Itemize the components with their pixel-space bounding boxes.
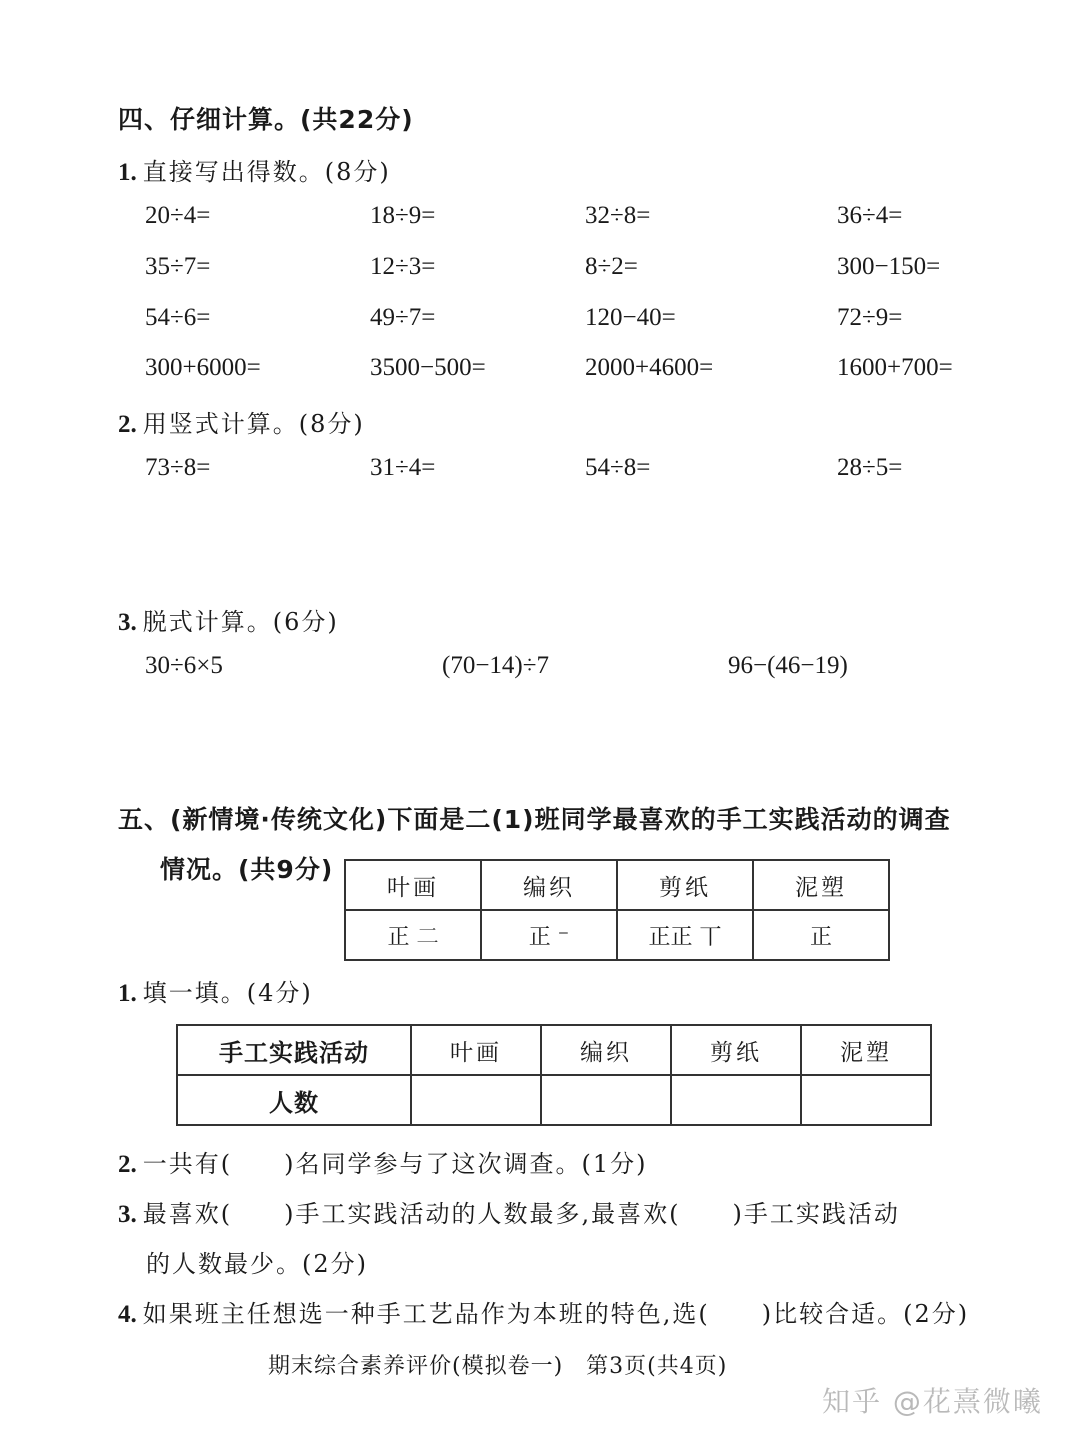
question-5-2 — [118, 1144, 647, 1179]
calc-item: 12÷3= — [370, 253, 436, 280]
question-4-1 — [118, 152, 391, 187]
calc-item: 300−150= — [837, 253, 941, 280]
question-text: 用竖式计算。(8分) — [142, 410, 365, 438]
calc-item: 54÷6= — [145, 304, 211, 331]
question-text: 如果班主任想选一种手工艺品作为本班的特色,选( )比较合适。(2分) — [142, 1300, 970, 1328]
calc-item: 20÷4= — [145, 202, 211, 229]
calc-item: 120−40= — [585, 304, 676, 331]
stepwise-calc-item: 30÷6×5 — [145, 652, 223, 679]
survey-header: 剪纸 — [617, 860, 753, 910]
question-text: 填一填。(4分) — [142, 979, 313, 1007]
answer-cell[interactable] — [801, 1075, 931, 1125]
stepwise-calc-item: (70−14)÷7 — [442, 652, 549, 679]
answer-cell[interactable] — [411, 1075, 541, 1125]
watermark: 知乎 @花熹微曦 — [822, 1385, 1043, 1418]
vertical-calc-item: 28÷5= — [837, 454, 903, 481]
question-5-3 — [118, 1194, 900, 1229]
section5-title: 五、(新情境·传统文化)下面是二(1)班同学最喜欢的手工实践活动的调查 — [118, 805, 951, 834]
column-header: 叶画 — [411, 1025, 541, 1075]
vertical-calc-item: 54÷8= — [585, 454, 651, 481]
stepwise-calc-item: 96−(46−19) — [728, 652, 848, 679]
question-number: 1. — [118, 980, 137, 1007]
column-header: 编织 — [541, 1025, 671, 1075]
question-4-3 — [118, 602, 339, 637]
tally-mark: 正 — [753, 910, 889, 960]
calc-item: 32÷8= — [585, 202, 651, 229]
calc-item: 8÷2= — [585, 253, 638, 280]
vertical-calc-item: 73÷8= — [145, 454, 211, 481]
row-header-activity: 手工实践活动 — [177, 1025, 411, 1075]
calc-item: 2000+4600= — [585, 354, 714, 381]
row-header-count: 人数 — [177, 1075, 411, 1125]
question-text: 最喜欢( )手工实践活动的人数最多,最喜欢( )手工实践活动 — [142, 1200, 900, 1228]
survey-header: 泥塑 — [753, 860, 889, 910]
tally-mark: 正正 丅 — [617, 910, 753, 960]
column-header: 泥塑 — [801, 1025, 931, 1075]
question-text-cont: 的人数最少。(2分) — [146, 1250, 368, 1278]
calc-item: 300+6000= — [145, 354, 261, 381]
question-5-4 — [118, 1294, 969, 1329]
question-number: 3. — [118, 1201, 137, 1228]
question-text: 一共有( )名同学参与了这次调查。(1分) — [142, 1150, 648, 1178]
question-text: 直接写出得数。(8分) — [142, 158, 391, 186]
vertical-calc-item: 31÷4= — [370, 454, 436, 481]
tally-mark: 正 ⁻ — [481, 910, 617, 960]
question-number: 2. — [118, 411, 137, 438]
survey-header: 叶画 — [345, 860, 481, 910]
question-4-2 — [118, 404, 365, 439]
calc-item: 1600+700= — [837, 354, 953, 381]
page-footer: 期末综合素养评价(模拟卷一) 第3页(共4页) — [268, 1354, 728, 1379]
question-5-1 — [118, 973, 313, 1008]
fill-in-table — [176, 1024, 932, 1126]
question-number: 2. — [118, 1151, 137, 1178]
answer-cell[interactable] — [671, 1075, 801, 1125]
section4-title: 四、仔细计算。(共22分) — [118, 105, 414, 134]
question-number: 3. — [118, 609, 137, 636]
calc-item: 36÷4= — [837, 202, 903, 229]
calc-item: 72÷9= — [837, 304, 903, 331]
section5-title-cont: 情况。(共9分) — [160, 855, 334, 884]
question-number: 4. — [118, 1301, 137, 1328]
question-number: 1. — [118, 159, 137, 186]
survey-header: 编织 — [481, 860, 617, 910]
answer-cell[interactable] — [541, 1075, 671, 1125]
tally-mark: 正 𠄞 — [345, 910, 481, 960]
question-text: 脱式计算。(6分) — [142, 608, 339, 636]
survey-tally-table — [344, 859, 890, 961]
calc-item: 18÷9= — [370, 202, 436, 229]
column-header: 剪纸 — [671, 1025, 801, 1075]
calc-item: 49÷7= — [370, 304, 436, 331]
calc-item: 3500−500= — [370, 354, 486, 381]
calc-item: 35÷7= — [145, 253, 211, 280]
